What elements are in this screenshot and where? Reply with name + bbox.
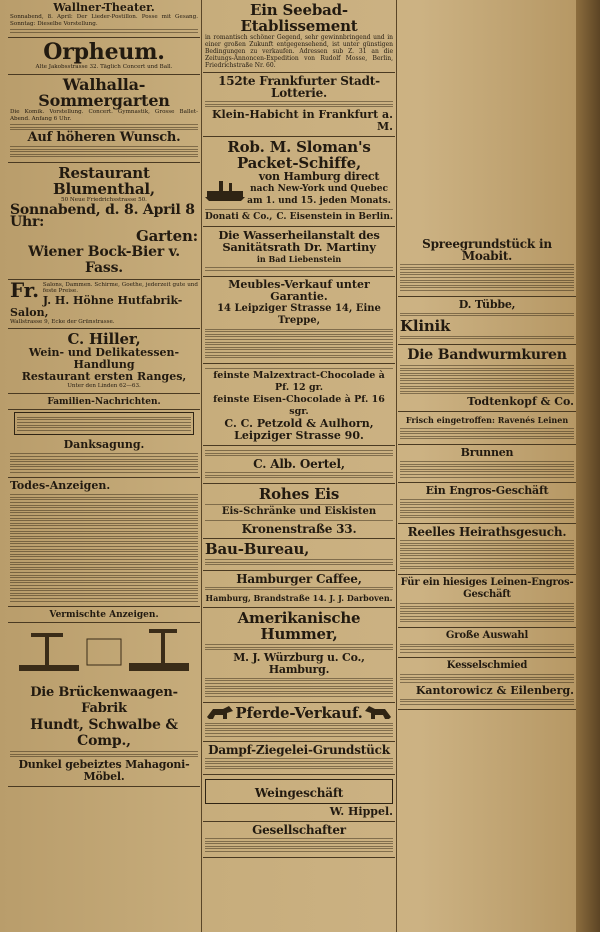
ad-meubles: Meubles-Verkauf unter Garantie. 14 Leipziger Strasse 14, Eine Treppe, (203, 277, 395, 364)
ad-hummer: Amerikanische Hummer, M. J. Würzburg u. Co., Hamburg. (203, 608, 395, 703)
column-2 (203, 0, 395, 932)
column-1 (8, 0, 200, 932)
ad-brunnen: Brunnen (398, 445, 576, 483)
ad-petzold: feinste Malzextract-Chocolade à Pf. 12 gr. feinste Eisen-Chocolade à Pf. 16 sgr. C. C. Petzold & Aulhorn, Leipziger Strasse 90. (203, 364, 395, 447)
ad-oertel: C. Alb. Oertel, (203, 446, 395, 484)
ad-walhalla: Walhalla-Sommergarten Die Komik. Vorstellung. Concert. Gymnastik, Grosse Ballet-Abend. Anfang 6 Uhr. Auf höheren Wunsch. (8, 75, 200, 163)
notice-danksagung: Danksagung. (8, 437, 200, 478)
ad-leinen-engros: Für ein hiesiges Leinen-Engros-Geschäft (398, 575, 576, 628)
ad-lotterie: 152te Frankfurter Stadt-Lotterie. Klein-Habicht in Frankfurt a. M. (203, 73, 395, 137)
ad-auswahl: Große Auswahl (398, 628, 576, 658)
ad-brueckenwaagen: Die Brückenwaagen-Fabrik Hundt, Schwalbe & Comp., Dunkel gebeiztes Mahagoni-Möbel. (8, 623, 200, 787)
ad-tuebbe: D. Tübbe, Klinik (398, 297, 576, 345)
ad-ravene: Frisch eingetroffen: Ravenés Leinen (398, 412, 576, 445)
ad-weingeschaeft: Weingeschäft W. Hippel. (203, 775, 395, 822)
ad-heirathsgesuch: Reelles Heirathsgesuch. (398, 524, 576, 575)
ad-hoehne-hutfabrik: Fr. Salons, Dammen. Schirme, Goethe, jederzeit gute und feste Preise. J. H. Höhne Hutfabrik-Salon, Wallstrasse 9, Ecke der Grünstrasse. (8, 280, 200, 330)
ad-dampf-ziegelei: Dampf-Ziegelei-Grundstück (203, 742, 395, 775)
column-rule (201, 0, 202, 932)
ad-wasserheilanstalt: Die Wasserheilanstalt des Sanitätsrath Dr. Martiny in Bad Liebenstein (203, 227, 395, 276)
ad-sloman: Rob. M. Sloman's Packet-Schiffe, von Hamburg direct nach New-York und Quebec am 1. und 15. jeden Monats. Donati & Co., C. Eisenstein in Berlin. (203, 137, 395, 228)
ad-seebad: Ein Seebad-Etablissement in romantisch schöner Gegend, sehr gewinnbringend und in einer großen Zukunft entgegensehend, ist unter günstigen Bedingungen zu verkaufen. Adressen sub Z. 31 an die Zeitungs-Annoncen-Expedition von Rudolf Mosse, Berlin, Friedrichstraße Nr. 60. (203, 0, 395, 73)
ad-restaurant-blumenthal: Restaurant Blumenthal, 50 Neue Friedrichsstrasse 50. Sonnabend, d. 8. April 8 Uhr: Garten: Wiener Bock-Bier v. Fass. (8, 163, 200, 280)
section-vermischte: Vermischte Anzeigen. (8, 607, 200, 623)
horse-icon (363, 705, 393, 721)
notice-box (14, 412, 194, 436)
ad-hamburger-caffee: Hamburger Caffee, Hamburg, Brandstraße 14. J. J. Darboven. (203, 571, 395, 608)
ad-kesselschmied: Kesselschmied Kantorowicz & Eilenberg. (398, 658, 576, 710)
ad-spreegrundstueck: Spreegrundstück in Moabit. (398, 236, 576, 297)
steamship-icon (205, 177, 245, 201)
notice-todes: Todes-Anzeigen. (8, 478, 200, 607)
ad-pferde: Pferde-Verkauf. (203, 703, 395, 743)
ad-orpheum: Orpheum. Alte Jakobsstrasse 32. Täglich Concert und Ball. (8, 38, 200, 75)
horse-icon (205, 705, 235, 721)
page-binding-edge (576, 0, 600, 932)
ad-engros-geschaeft: Ein Engros-Geschäft (398, 483, 576, 524)
ad-gesellschafter: Gesellschafter (203, 822, 395, 858)
ad-bau-bureau: Bau-Bureau, (203, 539, 395, 571)
column-3 (398, 0, 576, 932)
ad-wallner-theater: Wallner-Theater. Sonnabend, 8. April: Der Lieder-Postillon. Posse mit Gesang. Sonntag: Dieselbe Vorstellung. (8, 0, 200, 38)
section-familien: Familien-Nachrichten. (8, 394, 200, 410)
ad-hiller: C. Hiller, Wein- und Delikatessen-Handlung Restaurant ersten Ranges, Unter den Linden 62—63. (8, 329, 200, 394)
ad-rohes-eis: Rohes Eis Eis-Schränke und Eiskisten Kronenstraße 33. (203, 484, 395, 539)
column-rule (396, 0, 397, 932)
scale-illustration-icon (11, 625, 197, 681)
ad-bandwurm: Die Bandwurmkuren Todtenkopf & Co. (398, 345, 576, 412)
